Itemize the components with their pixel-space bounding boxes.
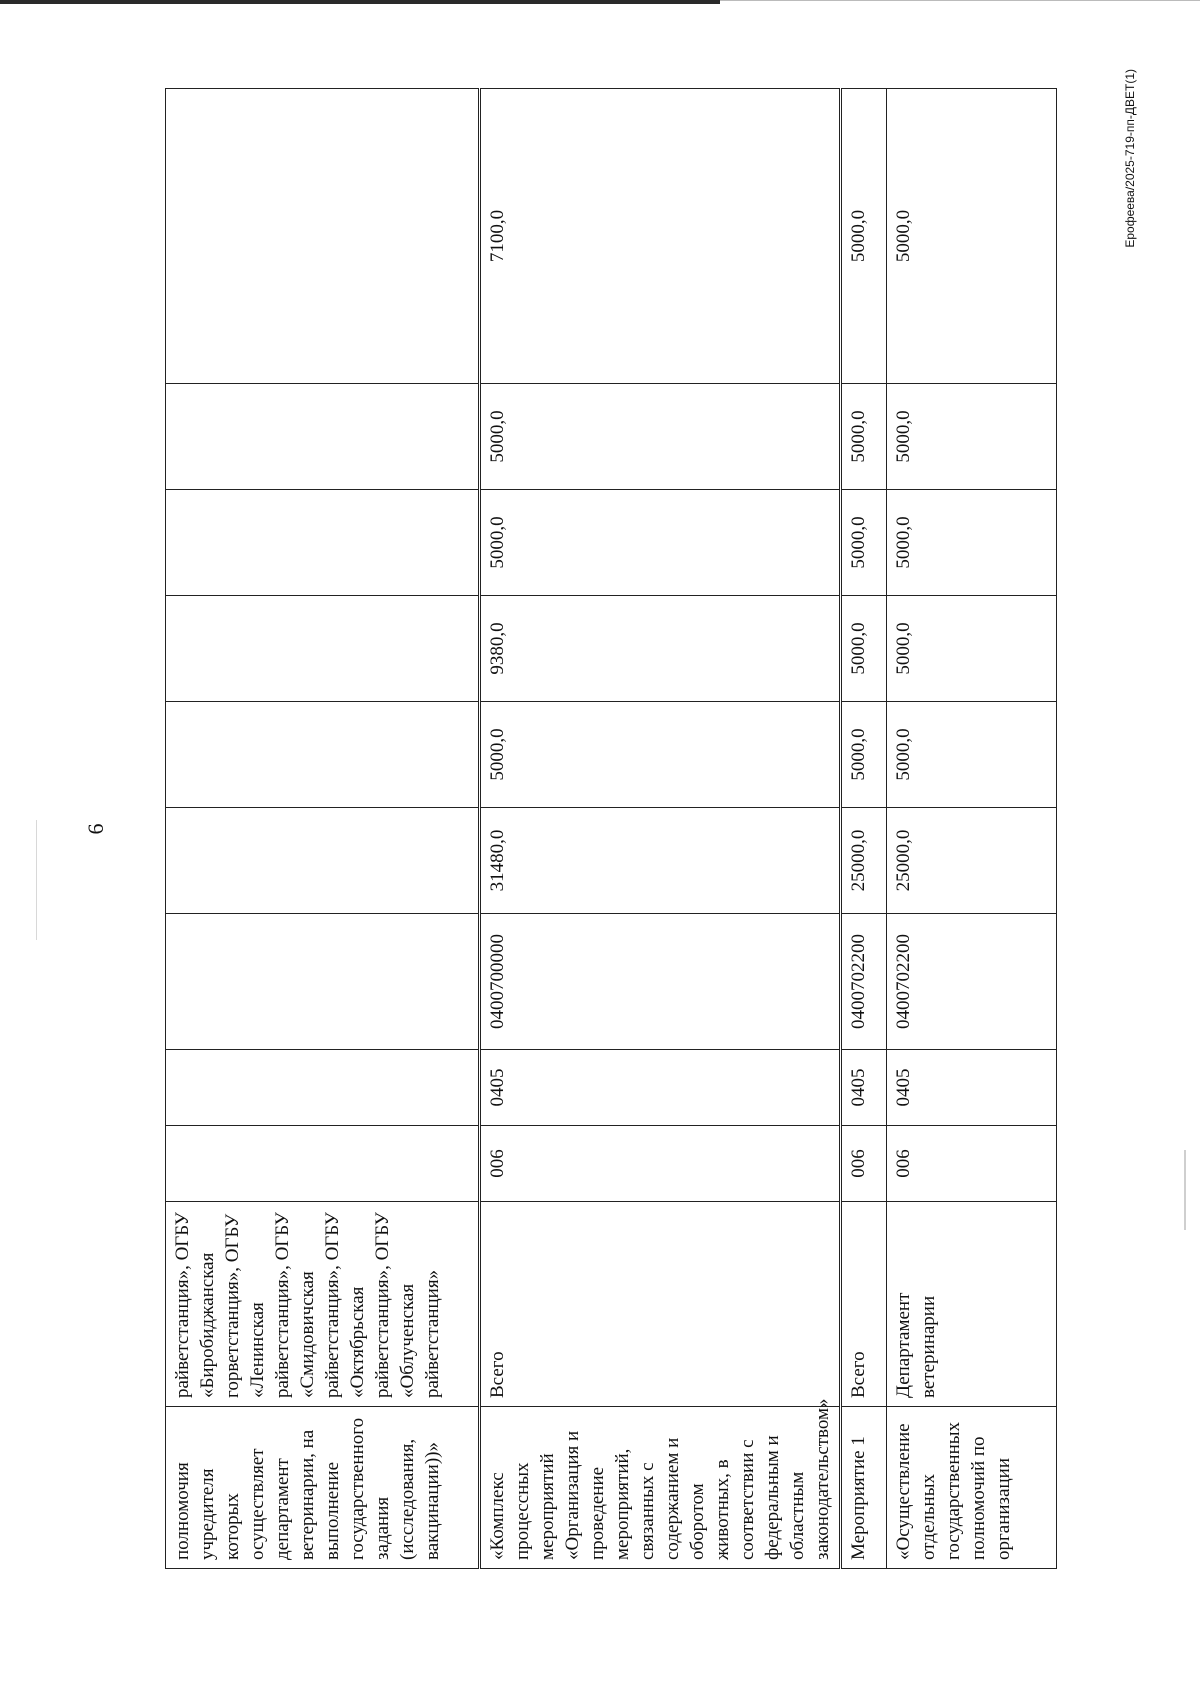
- cell-csr: 0400702200: [841, 914, 887, 1050]
- cell-year-4: 5000,0: [480, 384, 841, 490]
- table-row: [166, 89, 480, 1569]
- cell-executor: райветстанция», ОГБУ «Биробиджанская горветстанция», ОГБУ «Ленинская райветстанция», ОГБУ «Смидовичская райветстанция», ОГБУ «Октябрьская райветстанция», ОГБУ «Облученская райветстанция»: [166, 1202, 480, 1407]
- cell-rzpr: 0405: [841, 1050, 887, 1126]
- cell-executor: Всего: [841, 1202, 887, 1407]
- cell-year-2: [166, 596, 480, 702]
- scan-edge-top: [0, 0, 720, 4]
- cell-year-5: 5000,0: [887, 89, 1057, 384]
- cell-year-1: 5000,0: [887, 702, 1057, 808]
- cell-name: полномочия учредителя которых осуществляет департамент ветеринарии, на выполнение государственного задания (исследования, вакцинации))»: [166, 1407, 480, 1569]
- cell-name: «Осуществление отдельных государственных полномочий по организации: [887, 1407, 1057, 1569]
- cell-rzpr: [166, 1050, 480, 1126]
- budget-table: [165, 88, 1057, 1569]
- cell-year-5: 5000,0: [841, 89, 887, 384]
- cell-name: Мероприятие 1: [841, 1407, 887, 1569]
- table-row: [480, 89, 841, 1569]
- cell-csr: [166, 914, 480, 1050]
- cell-total: 31480,0: [480, 808, 841, 914]
- cell-csr: 0400702200: [887, 914, 1057, 1050]
- cell-total: [166, 808, 480, 914]
- scan-edge-top-light: [720, 0, 1200, 1]
- cell-grbs: [166, 1126, 480, 1202]
- cell-year-1: [166, 702, 480, 808]
- cell-year-4: [166, 384, 480, 490]
- cell-rzpr: 0405: [480, 1050, 841, 1126]
- cell-year-1: 5000,0: [841, 702, 887, 808]
- cell-year-5: [166, 89, 480, 384]
- cell-total: 25000,0: [841, 808, 887, 914]
- cell-year-4: 5000,0: [841, 384, 887, 490]
- cell-year-5: 7100,0: [480, 89, 841, 384]
- cell-year-4: 5000,0: [887, 384, 1057, 490]
- cell-year-2: 5000,0: [841, 596, 887, 702]
- cell-name: «Комплекс процессных мероприятий «Организация и проведение мероприятий, связанных с содержанием и оборотом животных, в соответствии с федеральным и областным законодательством»: [480, 1407, 841, 1569]
- cell-year-1: 5000,0: [480, 702, 841, 808]
- cell-year-3: [166, 490, 480, 596]
- cell-year-3: 5000,0: [887, 490, 1057, 596]
- scan-mark-left: [36, 820, 37, 940]
- table-row: [887, 89, 1057, 1569]
- scan-mark-right: [1184, 1150, 1186, 1230]
- cell-total: 25000,0: [887, 808, 1057, 914]
- cell-executor: Всего: [480, 1202, 841, 1407]
- rotated-page: [83, 69, 1137, 1569]
- footer-code: Ерофеева/2025-719-пп-ДВЕТ(1): [1123, 69, 1137, 248]
- cell-year-2: 5000,0: [887, 596, 1057, 702]
- cell-grbs: 006: [480, 1126, 841, 1202]
- table-row: [841, 89, 887, 1569]
- cell-rzpr: 0405: [887, 1050, 1057, 1126]
- cell-year-3: 5000,0: [841, 490, 887, 596]
- cell-csr: 0400700000: [480, 914, 841, 1050]
- cell-executor: Департамент ветеринарии: [887, 1202, 1057, 1407]
- cell-year-2: 9380,0: [480, 596, 841, 702]
- cell-year-3: 5000,0: [480, 490, 841, 596]
- page-number: 6: [83, 823, 108, 835]
- cell-grbs: 006: [841, 1126, 887, 1202]
- cell-grbs: 006: [887, 1126, 1057, 1202]
